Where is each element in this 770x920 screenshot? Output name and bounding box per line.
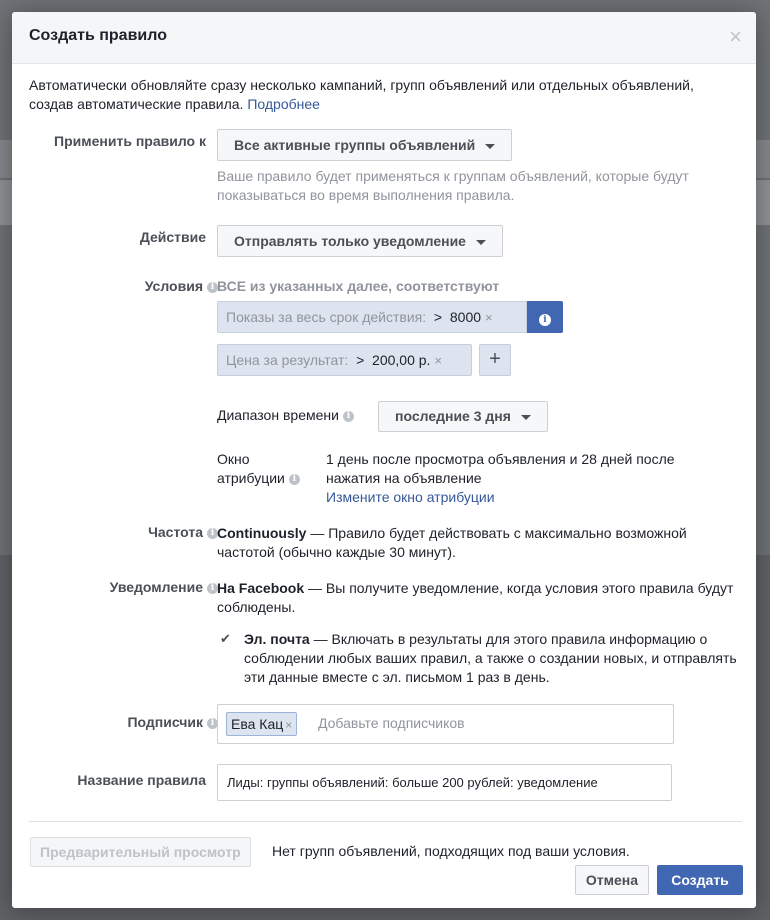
footer-divider (29, 821, 742, 822)
info-icon: i (539, 314, 551, 326)
chevron-down-icon (521, 415, 531, 420)
dialog-title: Создать правило (29, 27, 167, 44)
condition-chip[interactable]: Показы за весь срок действия: > 8000 × (217, 301, 527, 333)
subscriber-input[interactable] (217, 704, 674, 744)
remove-icon[interactable]: × (434, 353, 443, 368)
condition-info-button[interactable] (527, 301, 563, 333)
attribution-text: 1 день после просмотра объявления и 28 дней после нажатия на объявление Измените окно атрибуции (326, 451, 675, 505)
condition-chip[interactable]: Цена за результат: > 200,00 р. × (217, 344, 472, 376)
subscriber-label: Подписчик i (127, 714, 218, 730)
info-icon[interactable]: i (207, 583, 218, 594)
rule-name-label: Название правила (77, 772, 206, 788)
chevron-down-icon (485, 144, 495, 149)
time-range-label: Диапазон времени i (217, 407, 354, 423)
notification-label: Уведомление i (110, 579, 218, 595)
info-icon[interactable]: i (207, 282, 218, 293)
intro-text: Автоматически обновляйте сразу несколько кампаний, групп объявлений или отдельных объявлений, создав автоматические правила. Подробнее (29, 77, 694, 112)
info-icon[interactable]: i (289, 474, 300, 485)
info-icon[interactable]: i (343, 411, 354, 422)
rule-name-input[interactable]: Лиды: группы объявлений: больше 200 рублей: уведомление (217, 764, 672, 801)
conditions-heading: ВСЕ из указанных далее, соответствуют (217, 278, 500, 294)
chevron-down-icon (476, 240, 486, 245)
remove-icon[interactable]: × (485, 310, 493, 325)
apply-rule-label: Применить правило к (54, 133, 206, 149)
add-condition-button[interactable]: + (479, 344, 511, 376)
preview-button[interactable]: Предварительный просмотр (30, 837, 251, 867)
subscriber-token: Ева Кац × (226, 712, 297, 736)
action-dropdown[interactable]: Отправлять только уведомление (217, 225, 503, 257)
frequency-label: Частота i (148, 524, 218, 540)
change-attribution-link[interactable]: Измените окно атрибуции (326, 489, 495, 505)
footer-status: Нет групп объявлений, подходящих под ваши условия. (272, 843, 630, 859)
frequency-text: Continuously — Правило будет действовать с максимально возможной частотой (обычно каждые 30 минут). (217, 525, 687, 560)
email-notification-text: Эл. почта — Включать в результаты для этого правила информацию о соблюдении любых ваших правил, а также о создании новых, и отправлять эти данные вместе с эл. письмом 1 раз в день. (244, 631, 737, 685)
attribution-label: Окно атрибуции i (217, 450, 300, 488)
create-rule-dialog (12, 12, 756, 908)
email-checkbox[interactable]: ✔ (220, 631, 231, 646)
create-button[interactable]: Создать (657, 865, 743, 895)
info-icon[interactable]: i (207, 528, 218, 539)
subscriber-placeholder: Добавьте подписчиков (318, 715, 465, 731)
action-label: Действие (139, 229, 206, 245)
time-range-dropdown[interactable]: последние 3 дня (378, 401, 548, 432)
conditions-label: Условия i (145, 278, 218, 294)
remove-icon[interactable]: × (285, 718, 293, 732)
cancel-button[interactable]: Отмена (575, 865, 649, 895)
dialog-header (12, 12, 756, 64)
notification-text: На Facebook — Вы получите уведомление, когда условия этого правила будут соблюдены. (217, 580, 734, 615)
close-icon[interactable]: × (729, 24, 742, 49)
apply-rule-help: Ваше правило будет применяться к группам объявлений, которые будут показываться во время выполнения правила. (217, 168, 689, 203)
info-icon[interactable]: i (207, 718, 218, 729)
apply-rule-dropdown[interactable]: Все активные группы объявлений (217, 129, 512, 161)
learn-more-link[interactable]: Подробнее (247, 96, 320, 112)
